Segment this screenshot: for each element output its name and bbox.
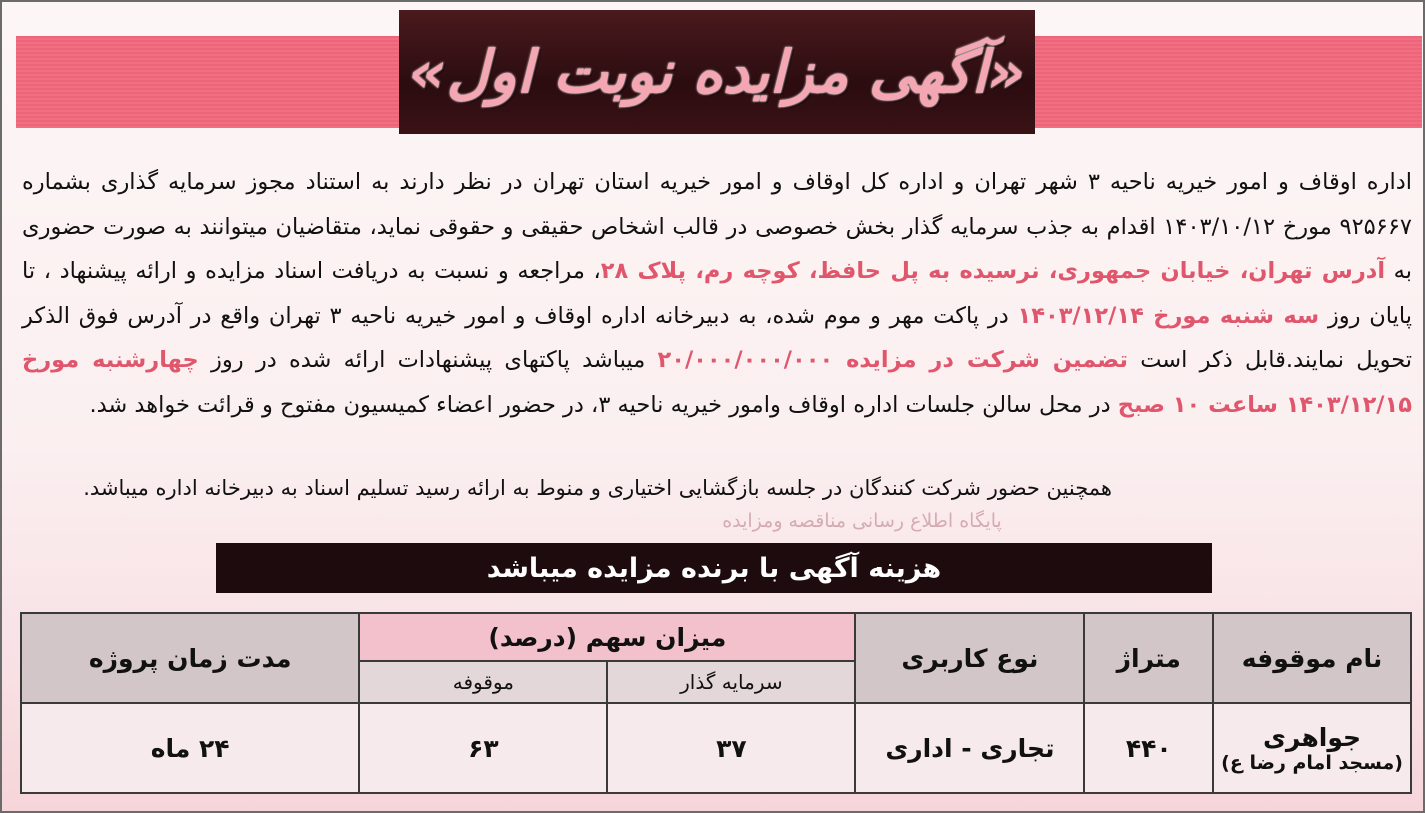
table-row [21, 703, 1411, 793]
opening-text: چهارشنبه مورخ ۱۴۰۳/۱۲/۱۵ ساعت ۱۰ صبح [22, 347, 1412, 418]
cost-notice-bar [216, 543, 1212, 593]
cell-investor: ۳۷ [607, 703, 855, 793]
header-investor: سرمایه گذار [607, 661, 855, 703]
attendance-note: همچنین حضور شرکت کنندگان در جلسه بازگشایی اختیاری و منوط به ارائه رسید تسلیم اسناد به دبیرخانه اداره میباشد. [83, 476, 1112, 500]
header-name: نام موقوفه [1213, 613, 1411, 703]
guarantee-text: تضمین شرکت در مزایده ۲۰/۰۰۰/۰۰۰/۰۰۰ [657, 347, 1128, 373]
cell-name-main: جواهری [1263, 722, 1362, 752]
table-header-row [21, 613, 1411, 661]
header-area: متراژ [1084, 613, 1213, 703]
header-share: میزان سهم (درصد) [359, 613, 855, 661]
watermark-text: پایگاه اطلاع رسانی مناقصه ومزایده [722, 510, 1002, 532]
address-text: آدرس تهران، خیابان جمهوری، نرسیده به پل حافظ، کوچه رم، پلاک ۲۸ [600, 258, 1386, 284]
header-usage: نوع کاربری [855, 613, 1084, 703]
cell-usage: تجاری - اداری [855, 703, 1084, 793]
cell-endowment: ۶۳ [359, 703, 607, 793]
header-endowment: موقوفه [359, 661, 607, 703]
cell-name-sub: (مسجد امام رضا ع) [1221, 751, 1403, 774]
notice-title: «آگهی مزایده نوبت اول» [408, 38, 1026, 106]
cell-duration: ۲۴ ماه [21, 703, 359, 793]
header-duration: مدت زمان پروژه [21, 613, 359, 703]
cost-notice-text: هزینه آگهی با برنده مزایده میباشد [486, 552, 942, 584]
body-part-5: در محل سالن جلسات اداره اوقاف وامور خیریه ناحیه ۳، در حضور اعضاء کمیسیون مفتوح و قرائت خواهد شد. [89, 391, 1111, 418]
body-part-3: در پاکت مهر و موم شده، به دبیرخانه اداره اوقاف و امور خیریه ناحیه ۳ تهران واقع در آدرس فوق الذکر تحویل نمایند.قابل ذکر است [22, 302, 1413, 373]
body-part-1: اداره اوقاف و امور خیریه ناحیه ۳ شهر تهران و اداره کل اوقاف و امور خیریه استان تهران در نظر دارند به استناد مجوز سرمایه گذاری بشماره ۹۲۵۶۶۷ مورخ ۱۴۰۳/۱۰/۱۲ اقدام به جذب سرمایه گذار بخش خصوصی در قالب اشخاص حقیقی و حقوقی نماید، متقاضیان میتوانند به صورت حضوری به [22, 169, 1412, 284]
notice-body [22, 160, 1412, 427]
endowment-table [20, 612, 1412, 794]
cell-area: ۴۴۰ [1084, 703, 1213, 793]
deadline-text: سه شنبه مورخ ۱۴۰۳/۱۲/۱۴ [1017, 302, 1320, 329]
cell-name [1213, 703, 1411, 793]
title-box [399, 10, 1035, 134]
body-part-2: ، مراجعه و نسبت به دریافت اسناد مزایده و ارائه پیشنهاد ، تا پایان روز [22, 258, 1413, 329]
body-part-4: میباشد پاکتهای پیشنهادات ارائه شده در روز [211, 347, 646, 373]
